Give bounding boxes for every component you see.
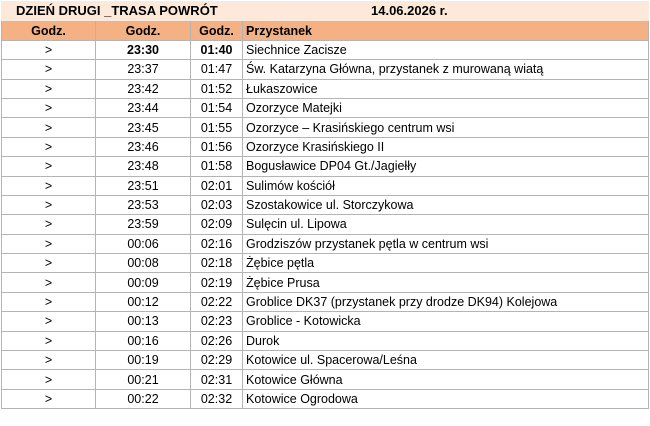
marker-cell[interactable]: >: [2, 176, 96, 195]
table-row: [2, 79, 649, 98]
time-cell[interactable]: 02:29: [191, 351, 243, 370]
stop-name-cell[interactable]: Kotowice ul. Spacerowa/Leśna: [243, 351, 649, 370]
marker-cell[interactable]: >: [2, 351, 96, 370]
title-row: [2, 2, 649, 21]
marker-cell[interactable]: >: [2, 254, 96, 273]
stop-name-cell[interactable]: Siechnice Zacisze: [243, 40, 649, 59]
time-cell[interactable]: 23:59: [96, 215, 191, 234]
stop-name-cell[interactable]: Żębice Prusa: [243, 273, 649, 292]
marker-cell[interactable]: >: [2, 60, 96, 79]
marker-cell[interactable]: >: [2, 215, 96, 234]
timetable-title[interactable]: DZIEŃ DRUGI _TRASA POWRÓT: [2, 2, 243, 21]
time-cell[interactable]: 23:46: [96, 137, 191, 156]
stop-name-cell[interactable]: Grodziszów przystanek pętla w centrum wsi: [243, 234, 649, 253]
time-cell[interactable]: 01:54: [191, 98, 243, 117]
stop-name-cell[interactable]: Ozorzyce Krasińskiego II: [243, 137, 649, 156]
time-cell[interactable]: 01:47: [191, 60, 243, 79]
table-row: [2, 98, 649, 117]
time-cell[interactable]: 23:53: [96, 195, 191, 214]
table-row: [2, 176, 649, 195]
header-cell[interactable]: Godz.: [191, 21, 243, 40]
time-cell[interactable]: 01:56: [191, 137, 243, 156]
time-cell[interactable]: 00:19: [96, 351, 191, 370]
table-row: [2, 157, 649, 176]
table-row: [2, 370, 649, 389]
marker-cell[interactable]: >: [2, 370, 96, 389]
table-row: [2, 254, 649, 273]
time-cell[interactable]: 02:19: [191, 273, 243, 292]
time-cell[interactable]: 02:03: [191, 195, 243, 214]
time-cell[interactable]: 23:48: [96, 157, 191, 176]
header-cell[interactable]: Godz.: [96, 21, 191, 40]
stop-name-cell[interactable]: Sulęcin ul. Lipowa: [243, 215, 649, 234]
time-cell[interactable]: 00:13: [96, 312, 191, 331]
marker-cell[interactable]: >: [2, 312, 96, 331]
marker-cell[interactable]: >: [2, 118, 96, 137]
table-row: [2, 195, 649, 214]
time-cell[interactable]: 00:06: [96, 234, 191, 253]
marker-cell[interactable]: >: [2, 234, 96, 253]
stop-name-cell[interactable]: Łukaszowice: [243, 79, 649, 98]
stop-name-cell[interactable]: Sulimów kościół: [243, 176, 649, 195]
time-cell[interactable]: 01:40: [191, 40, 243, 59]
time-cell[interactable]: 23:37: [96, 60, 191, 79]
time-cell[interactable]: 01:55: [191, 118, 243, 137]
time-cell[interactable]: 01:52: [191, 79, 243, 98]
table-row: [2, 40, 649, 59]
marker-cell[interactable]: >: [2, 40, 96, 59]
table-row: [2, 118, 649, 137]
header-cell[interactable]: Godz.: [2, 21, 96, 40]
stop-name-cell[interactable]: Św. Katarzyna Główna, przystanek z murowaną wiatą: [243, 60, 649, 79]
stop-name-cell[interactable]: Groblice DK37 (przystanek przy drodze DK94) Kolejowa: [243, 292, 649, 311]
marker-cell[interactable]: >: [2, 331, 96, 350]
table-row: [2, 351, 649, 370]
timetable: [1, 1, 649, 409]
stop-name-cell[interactable]: Kotowice Ogrodowa: [243, 389, 649, 408]
time-cell[interactable]: 23:44: [96, 98, 191, 117]
table-row: [2, 331, 649, 350]
time-cell[interactable]: 23:45: [96, 118, 191, 137]
table-row: [2, 234, 649, 253]
stop-name-cell[interactable]: Kotowice Główna: [243, 370, 649, 389]
stop-name-cell[interactable]: Ozorzyce – Krasińskiego centrum wsi: [243, 118, 649, 137]
time-cell[interactable]: 02:18: [191, 254, 243, 273]
header-cell[interactable]: Przystanek: [243, 21, 649, 40]
stop-name-cell[interactable]: Durok: [243, 331, 649, 350]
table-row: [2, 137, 649, 156]
table-row: [2, 312, 649, 331]
time-cell[interactable]: 23:51: [96, 176, 191, 195]
time-cell[interactable]: 00:21: [96, 370, 191, 389]
stop-name-cell[interactable]: Żębice pętla: [243, 254, 649, 273]
time-cell[interactable]: 00:09: [96, 273, 191, 292]
time-cell[interactable]: 23:30: [96, 40, 191, 59]
marker-cell[interactable]: >: [2, 98, 96, 117]
table-row: [2, 389, 649, 408]
time-cell[interactable]: 00:12: [96, 292, 191, 311]
time-cell[interactable]: 00:22: [96, 389, 191, 408]
marker-cell[interactable]: >: [2, 137, 96, 156]
time-cell[interactable]: 02:22: [191, 292, 243, 311]
marker-cell[interactable]: >: [2, 389, 96, 408]
header-row: [2, 21, 649, 40]
time-cell[interactable]: 02:16: [191, 234, 243, 253]
stop-name-cell[interactable]: Szostakowice ul. Storczykowa: [243, 195, 649, 214]
stop-name-cell[interactable]: Ozorzyce Matejki: [243, 98, 649, 117]
marker-cell[interactable]: >: [2, 157, 96, 176]
marker-cell[interactable]: >: [2, 273, 96, 292]
time-cell[interactable]: 02:32: [191, 389, 243, 408]
time-cell[interactable]: 00:16: [96, 331, 191, 350]
time-cell[interactable]: 02:01: [191, 176, 243, 195]
timetable-date[interactable]: 14.06.2026 r.: [243, 2, 649, 21]
time-cell[interactable]: 02:26: [191, 331, 243, 350]
marker-cell[interactable]: >: [2, 79, 96, 98]
timetable-body: [2, 2, 649, 409]
time-cell[interactable]: 01:58: [191, 157, 243, 176]
stop-name-cell[interactable]: Bogusławice DP04 Gt./Jagiełły: [243, 157, 649, 176]
time-cell[interactable]: 02:09: [191, 215, 243, 234]
marker-cell[interactable]: >: [2, 292, 96, 311]
time-cell[interactable]: 00:08: [96, 254, 191, 273]
table-row: [2, 273, 649, 292]
time-cell[interactable]: 02:31: [191, 370, 243, 389]
marker-cell[interactable]: >: [2, 195, 96, 214]
time-cell[interactable]: 02:23: [191, 312, 243, 331]
table-row: [2, 215, 649, 234]
table-row: [2, 60, 649, 79]
stop-name-cell[interactable]: Groblice - Kotowicka: [243, 312, 649, 331]
table-row: [2, 292, 649, 311]
time-cell[interactable]: 23:42: [96, 79, 191, 98]
